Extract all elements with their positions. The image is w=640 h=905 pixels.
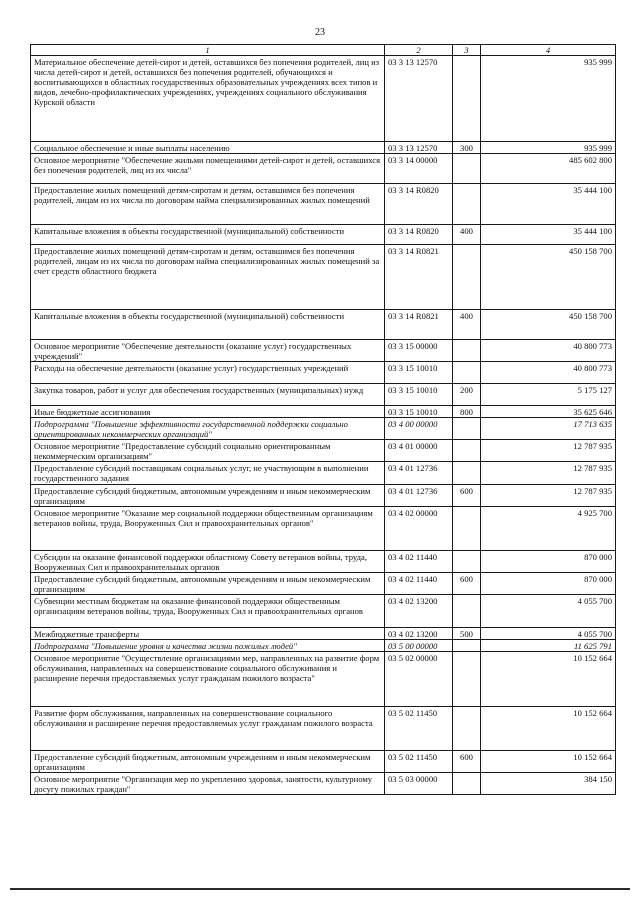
row-amount-cell: 4 055 700 <box>481 627 616 639</box>
table-row <box>31 550 616 572</box>
row-code-cell: 03 3 13 12570 <box>385 56 453 142</box>
table-row <box>31 484 616 506</box>
row-vr-cell <box>453 440 481 462</box>
row-amount-cell: 12 787 935 <box>481 462 616 484</box>
table-row <box>31 440 616 462</box>
row-amount-cell: 40 800 773 <box>481 340 616 362</box>
row-name-cell: Капитальные вложения в объекты государственной (муниципальной) собственности <box>31 310 385 340</box>
row-code-cell: 03 3 15 00000 <box>385 340 453 362</box>
row-name-cell: Предоставление субсидий бюджетным, автономным учреждениям и иным некоммерческим организациям <box>31 572 385 594</box>
table-row <box>31 142 616 154</box>
row-name-cell: Расходы на обеспечение деятельности (оказание услуг) государственных учреждений <box>31 362 385 384</box>
table-row <box>31 772 616 794</box>
row-code-cell: 03 4 01 12736 <box>385 484 453 506</box>
row-code-cell: 03 5 02 00000 <box>385 651 453 706</box>
row-code-cell: 03 4 02 13200 <box>385 594 453 627</box>
row-code-cell: 03 3 14 R0820 <box>385 225 453 245</box>
row-code-cell: 03 4 01 00000 <box>385 440 453 462</box>
row-amount-cell: 935 999 <box>481 142 616 154</box>
row-amount-cell: 870 000 <box>481 572 616 594</box>
row-vr-cell <box>453 184 481 225</box>
row-amount-cell: 12 787 935 <box>481 440 616 462</box>
budget-table <box>30 44 616 795</box>
row-code-cell: 03 4 02 11440 <box>385 572 453 594</box>
row-name-cell: Предоставление субсидий бюджетным, автономным учреждениям и иным некоммерческим организациям <box>31 484 385 506</box>
row-code-cell: 03 4 00 00000 <box>385 418 453 440</box>
row-code-cell: 03 5 02 11450 <box>385 750 453 772</box>
row-amount-cell: 35 444 100 <box>481 225 616 245</box>
row-name-cell: Субвенции местным бюджетам на оказание финансовой поддержки общественным организациям ветеранов войны, труда, Вооруженных Сил и правоохранительных органов <box>31 594 385 627</box>
row-name-cell: Материальное обеспечение детей-сирот и детей, оставшихся без попечения родителей, лиц из числа детей-сирот и детей, оставшихся без попечения родителей, обучающихся и воспитывающихся в областных государственных образовательных учреждениях всех типов и видов, лечебно-профилактических учреждениях, учреждениях социального обслуживания Курской области <box>31 56 385 142</box>
row-amount-cell: 384 150 <box>481 772 616 794</box>
row-name-cell: Предоставление жилых помещений детям-сиротам и детям, оставшимся без попечения родителей, лицам из их числа по договорам найма специализированных жилых помещений <box>31 184 385 225</box>
table-row <box>31 506 616 550</box>
table-row <box>31 639 616 651</box>
table-row <box>31 627 616 639</box>
row-amount-cell: 40 800 773 <box>481 362 616 384</box>
table-row <box>31 384 616 406</box>
row-code-cell: 03 5 02 11450 <box>385 706 453 750</box>
row-vr-cell <box>453 462 481 484</box>
page-number: 23 <box>315 27 325 38</box>
table-row <box>31 154 616 184</box>
row-name-cell: Субсидии на оказание финансовой поддержки областному Совету ветеранов войны, труда, Вооруженных Сил и правоохранительных органов <box>31 550 385 572</box>
row-vr-cell <box>453 340 481 362</box>
row-vr-cell: 400 <box>453 225 481 245</box>
row-vr-cell <box>453 245 481 310</box>
table-row <box>31 310 616 340</box>
row-code-cell: 03 3 15 10010 <box>385 406 453 418</box>
row-vr-cell <box>453 362 481 384</box>
row-vr-cell <box>453 594 481 627</box>
table-row <box>31 594 616 627</box>
table-row <box>31 225 616 245</box>
row-vr-cell: 600 <box>453 484 481 506</box>
row-name-cell: Развитие форм обслуживания, направленных на совершенствование социального обслуживания и расширение перечня предоставляемых услуг гражданам пожилого возраста <box>31 706 385 750</box>
row-name-cell: Предоставление субсидий бюджетным, автономным учреждениям и иным некоммерческим организациям <box>31 750 385 772</box>
row-amount-cell: 12 787 935 <box>481 484 616 506</box>
row-name-cell: Социальное обеспечение и иные выплаты населению <box>31 142 385 154</box>
row-name-cell: Основное мероприятие "Обеспечение жильми помещениями детей-сирот и детей, оставшихся без попечения родителей, лиц из их числа" <box>31 154 385 184</box>
row-vr-cell <box>453 418 481 440</box>
row-vr-cell <box>453 639 481 651</box>
column-header-3: 3 <box>453 45 481 56</box>
row-name-cell: Подпрограмма "Повышение уровня и качества жизни пожилых людей" <box>31 639 385 651</box>
row-code-cell: 03 4 01 12736 <box>385 462 453 484</box>
table-row <box>31 362 616 384</box>
table-row <box>31 706 616 750</box>
row-amount-cell: 870 000 <box>481 550 616 572</box>
row-amount-cell: 11 625 791 <box>481 639 616 651</box>
row-vr-cell <box>453 506 481 550</box>
row-name-cell: Предоставление жилых помещений детям-сиротам и детям, оставшимся без попечения родителей, лицам из их числа по договорам найма специализированных жилых помещений за счет средств областного бюджета <box>31 245 385 310</box>
row-name-cell: Иные бюджетные ассигнования <box>31 406 385 418</box>
row-name-cell: Подпрограмма "Повышение эффективности государственной поддержки социально ориентированных некоммерческих организаций" <box>31 418 385 440</box>
row-vr-cell <box>453 550 481 572</box>
row-vr-cell: 800 <box>453 406 481 418</box>
row-code-cell: 03 3 14 R0821 <box>385 245 453 310</box>
table-row <box>31 750 616 772</box>
row-code-cell: 03 4 02 13200 <box>385 627 453 639</box>
page-bottom-border <box>10 888 630 890</box>
row-vr-cell: 300 <box>453 142 481 154</box>
row-vr-cell: 500 <box>453 627 481 639</box>
row-amount-cell: 35 444 100 <box>481 184 616 225</box>
row-amount-cell: 10 152 664 <box>481 651 616 706</box>
table-row <box>31 651 616 706</box>
row-vr-cell <box>453 154 481 184</box>
row-vr-cell: 600 <box>453 572 481 594</box>
table-row <box>31 462 616 484</box>
row-amount-cell: 17 713 635 <box>481 418 616 440</box>
row-vr-cell <box>453 56 481 142</box>
row-code-cell: 03 3 13 12570 <box>385 142 453 154</box>
table-row <box>31 406 616 418</box>
table-row <box>31 56 616 142</box>
table-row <box>31 572 616 594</box>
row-code-cell: 03 3 15 10010 <box>385 384 453 406</box>
row-amount-cell: 935 999 <box>481 56 616 142</box>
row-amount-cell: 4 055 700 <box>481 594 616 627</box>
row-name-cell: Предоставление субсидий поставщикам социальных услуг, не участвующим в выполнении государственного задания <box>31 462 385 484</box>
row-name-cell: Межбюджетные трансферты <box>31 627 385 639</box>
table-row <box>31 184 616 225</box>
column-header-4: 4 <box>481 45 616 56</box>
row-code-cell: 03 3 14 R0821 <box>385 310 453 340</box>
table-row <box>31 418 616 440</box>
row-code-cell: 03 3 14 00000 <box>385 154 453 184</box>
table-row <box>31 245 616 310</box>
row-amount-cell: 35 625 646 <box>481 406 616 418</box>
row-amount-cell: 450 158 700 <box>481 310 616 340</box>
row-name-cell: Основное мероприятие "Оказание мер социальной поддержки общественным организациям ветеранов войны, труда, Вооруженных Сил и правоохранительных органов" <box>31 506 385 550</box>
row-code-cell: 03 3 15 10010 <box>385 362 453 384</box>
row-name-cell: Основное мероприятие "Осуществление организациями мер, направленных на развитие форм обслуживания, направленных на совершенствование социального обслуживания и расширение перечня предоставляемых услуг гражданам пожилого возраста" <box>31 651 385 706</box>
table-row <box>31 340 616 362</box>
row-name-cell: Капитальные вложения в объекты государственной (муниципальной) собственности <box>31 225 385 245</box>
row-code-cell: 03 5 03 00000 <box>385 772 453 794</box>
column-header-2: 2 <box>385 45 453 56</box>
row-amount-cell: 450 158 700 <box>481 245 616 310</box>
row-name-cell: Основное мероприятие "Организация мер по укреплению здоровья, занятости, культурному досугу пожилых граждан" <box>31 772 385 794</box>
row-amount-cell: 485 602 800 <box>481 154 616 184</box>
row-vr-cell <box>453 651 481 706</box>
row-code-cell: 03 5 00 00000 <box>385 639 453 651</box>
row-code-cell: 03 3 14 R0820 <box>385 184 453 225</box>
row-amount-cell: 10 152 664 <box>481 750 616 772</box>
row-code-cell: 03 4 02 00000 <box>385 506 453 550</box>
row-code-cell: 03 4 02 11440 <box>385 550 453 572</box>
table-header-row <box>31 45 616 56</box>
row-vr-cell: 400 <box>453 310 481 340</box>
row-amount-cell: 4 925 700 <box>481 506 616 550</box>
row-vr-cell <box>453 706 481 750</box>
row-amount-cell: 5 175 127 <box>481 384 616 406</box>
row-amount-cell: 10 152 664 <box>481 706 616 750</box>
row-name-cell: Основное мероприятие "Предоставление субсидий социально ориентированным некоммерческим организациям" <box>31 440 385 462</box>
row-name-cell: Закупка товаров, работ и услуг для обеспечения государственных (муниципальных) нужд <box>31 384 385 406</box>
row-vr-cell: 200 <box>453 384 481 406</box>
column-header-1: 1 <box>31 45 385 56</box>
row-vr-cell: 600 <box>453 750 481 772</box>
row-name-cell: Основное мероприятие "Обеспечение деятельности (оказание услуг) государственных учреждений" <box>31 340 385 362</box>
row-vr-cell <box>453 772 481 794</box>
